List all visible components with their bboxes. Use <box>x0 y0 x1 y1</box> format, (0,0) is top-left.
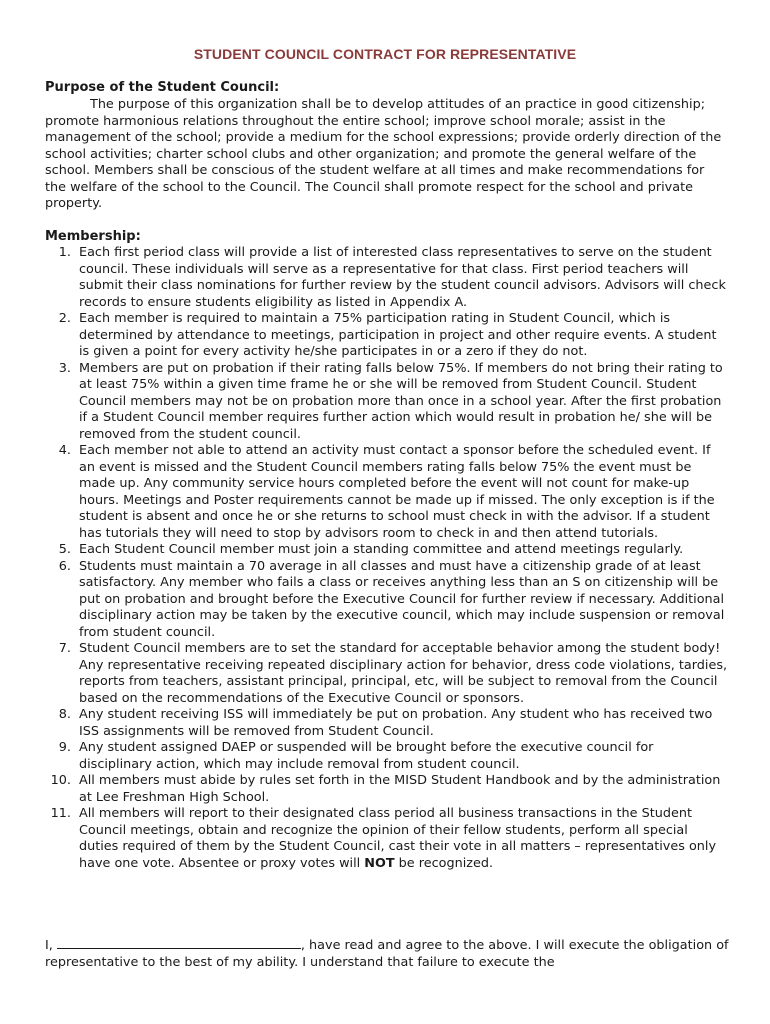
purpose-paragraph: The purpose of this organization shall be to develop attitudes of an practice in good citizenship; promote harmonious relations throughout the entire school; improve school morale; assist in the management of the school; provide a medium for the school expressions; provide orderly direction of the school activities; charter school clubs and other organization; and promote the general welfare of the school. Members shall be conscious of the student welfare at all times and make recommendations for the welfare of the school to the Council. The Council shall promote respect for the school and private property. <box>45 97 722 211</box>
membership-item-11: 11. All members will report to their designated class period all business transactions in the Student Council meetings, obtain and recognize the opinion of their fellow students, perform all special duties required of them by the Student Council, cast their vote in all matters – representatives only have one vote. Absentee or proxy votes will NOT be recognized. <box>50 806 717 871</box>
membership-item-9: 9. Any student assigned DAEP or suspended will be brought before the executive council for disciplinary action, which may include removal from student council. <box>58 740 654 772</box>
membership-item-4: 4. Each member not able to attend an activity must contact a sponsor before the scheduled event. If an event is missed and the Student Council members rating falls below 75% the event must be made up. Any community service hours completed before the event will not count for make-up hours. Meetings and Poster requirements cannot be made up if missed. The only exception is if the student is absent and once he or she returns to school must check in with the advisor. If a student has tutorials they will need to stop by advisors room to check in and then attend tutorials. <box>58 443 715 541</box>
membership-list <box>45 245 729 872</box>
membership-item-2: 2. Each member is required to maintain a 75% participation rating in Student Council, which is determined by attendance to meetings, participation in project and other require events. A student is given a point for every activity he/she participates in or a zero if they do not. <box>58 311 717 359</box>
purpose-heading: Purpose of the Student Council: <box>45 80 280 95</box>
emphasis-not: NOT <box>364 855 395 871</box>
membership-item-3: 3. Members are put on probation if their rating falls below 75%. If members do not bring their rating to at least 75% within a given time frame he or she will be removed from Student Council. Student Council members may not be on probation more than once in a school year. After the first probation if a Student Council member requires further action which would result in probation he/ she will be removed from the student council. <box>58 360 723 442</box>
membership-item-7: 7. Student Council members are to set the standard for acceptable behavior among the student body! Any representative receiving repeated disciplinary action for behavior, dress code violations, tardies, reports from teachers, assistant principal, principal, etc, will be subject to removal from the Council based on the recommendations of the Executive Council or sponsors. <box>58 641 728 706</box>
document-title: STUDENT COUNCIL CONTRACT FOR REPRESENTATIVE <box>193 46 577 62</box>
membership-heading: Membership: <box>45 229 141 244</box>
membership-item-1: 1. Each first period class will provide a list of interested class representatives to serve on the student council. These individuals will serve as a representative for that class. First period teachers will submit their class nominations for further review by the student council advisors. Advisors will check records to ensure students eligibility as listed in Appendix A. <box>58 245 726 310</box>
membership-item-8: 8. Any student receiving ISS will immediately be put on probation. Any student who has received two ISS assignments will be removed from Student Council. <box>58 707 713 739</box>
membership-item-6: 6. Students must maintain a 70 average in all classes and must have a citizenship grade of at least satisfactory. Any member who fails a class or receives anything less than an S on citizenship will be put on probation and brought before the Executive Council for further review if necessary. Additional disciplinary action may be taken by the executive council, which may include suspension or removal from student council. <box>58 558 725 640</box>
membership-item-5: 5. Each Student Council member must join a standing committee and attend meetings regularly. <box>58 542 684 557</box>
name-blank-line[interactable] <box>57 936 301 949</box>
closing-statement: I, , have read and agree to the above. I will execute the obligation of representative to the best of my ability. I understand that failure to execute the <box>45 938 729 970</box>
membership-item-10: 10. All members must abide by rules set forth in the MISD Student Handbook and by the administration at Lee Freshman High School. <box>50 773 721 805</box>
